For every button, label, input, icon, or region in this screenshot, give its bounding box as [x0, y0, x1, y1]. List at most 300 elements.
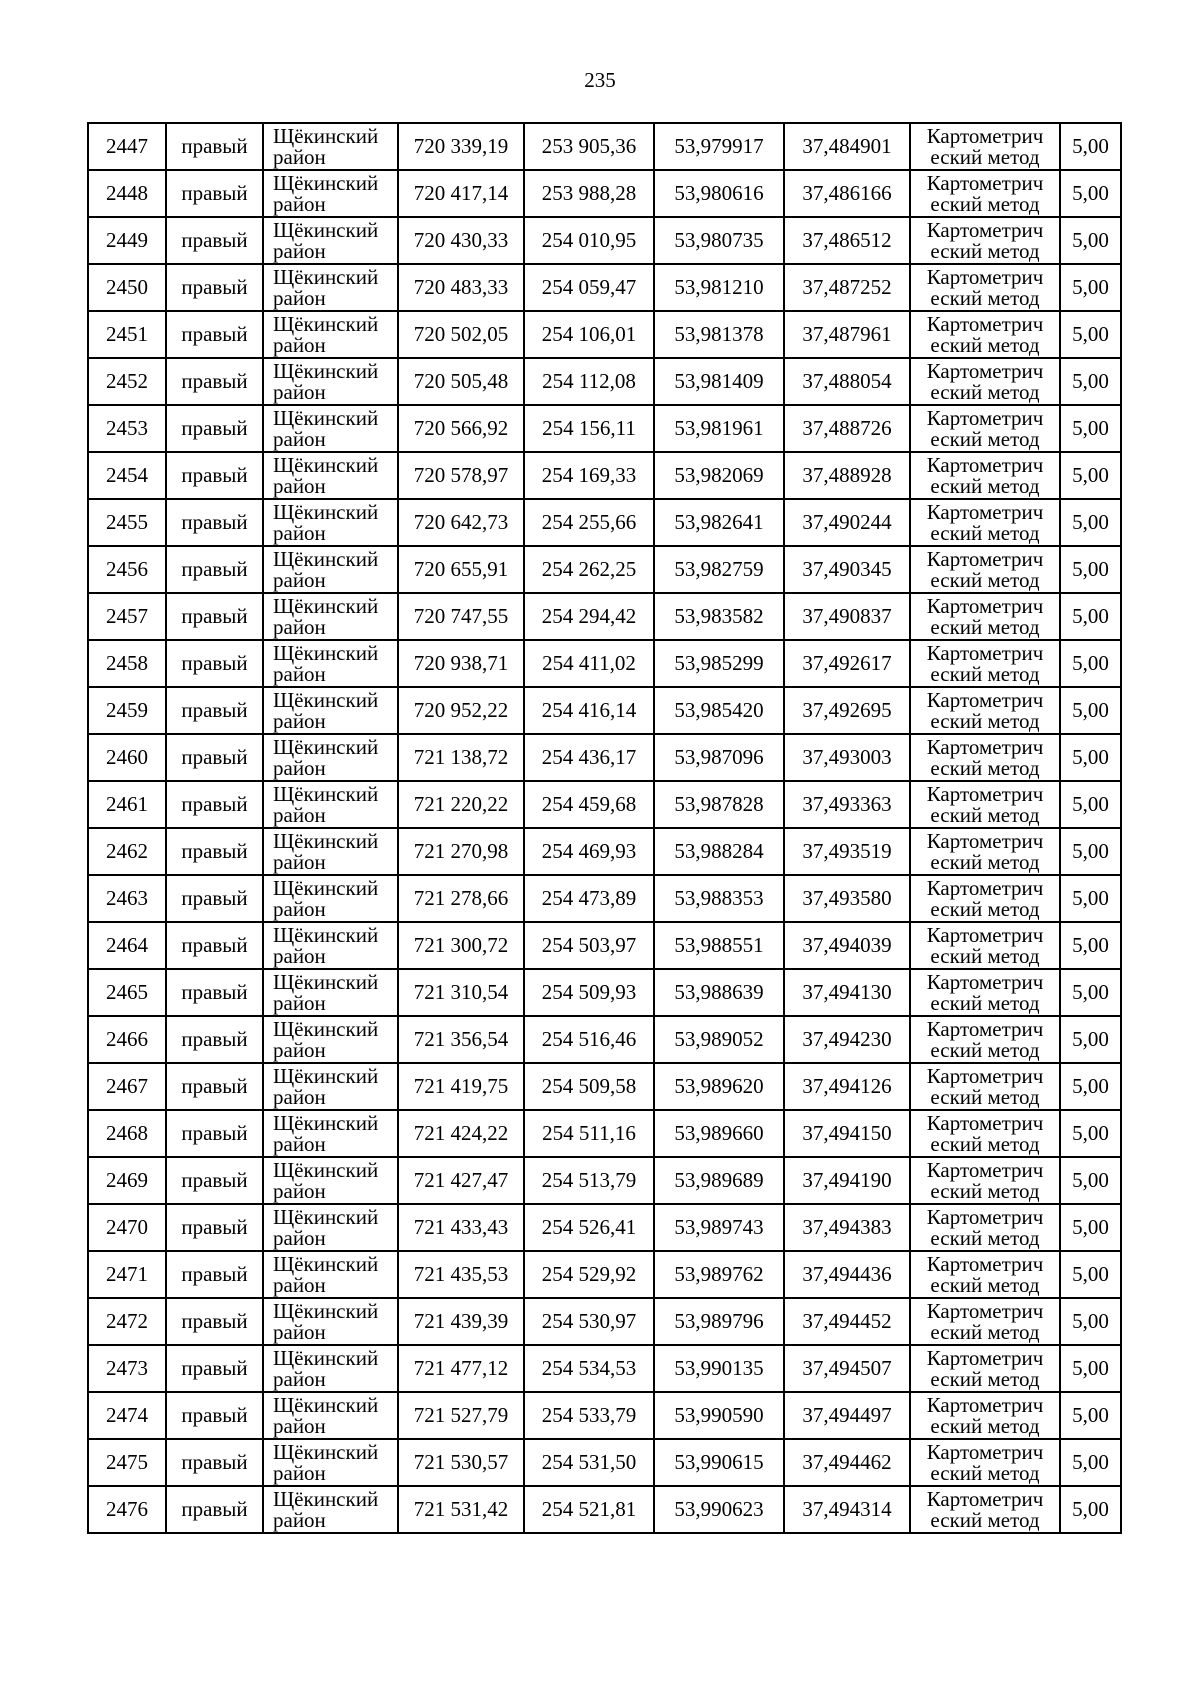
method-cell — [910, 781, 1060, 828]
y-coordinate-cell: 254 509,58 — [524, 1063, 654, 1110]
district-cell-line: Щёкинский — [273, 969, 379, 994]
accuracy-cell: 5,00 — [1060, 358, 1121, 405]
accuracy-cell: 5,00 — [1060, 640, 1121, 687]
point-number-cell: 2451 — [88, 311, 166, 358]
table-row — [88, 1251, 1121, 1298]
district-cell — [263, 687, 398, 734]
method-cell-line: Картометрич — [926, 1110, 1044, 1135]
longitude-cell: 37,487961 — [784, 311, 910, 358]
district-cell — [263, 499, 398, 546]
x-coordinate-cell: 721 419,75 — [398, 1063, 524, 1110]
point-number-cell: 2457 — [88, 593, 166, 640]
table-row — [88, 311, 1121, 358]
district-cell-line: Щёкинский — [273, 593, 379, 618]
latitude-cell: 53,988639 — [654, 969, 784, 1016]
x-coordinate-cell: 721 439,39 — [398, 1298, 524, 1345]
method-cell — [910, 1204, 1060, 1251]
latitude-cell: 53,985420 — [654, 687, 784, 734]
accuracy-cell: 5,00 — [1060, 1110, 1121, 1157]
method-cell-line: Картометрич — [926, 1486, 1044, 1511]
district-cell-line: район — [273, 990, 326, 1015]
x-coordinate-cell: 720 417,14 — [398, 170, 524, 217]
latitude-cell: 53,985299 — [654, 640, 784, 687]
point-number-cell: 2468 — [88, 1110, 166, 1157]
method-cell — [910, 640, 1060, 687]
longitude-cell: 37,494150 — [784, 1110, 910, 1157]
latitude-cell: 53,989689 — [654, 1157, 784, 1204]
district-cell-line: Щёкинский — [273, 1298, 379, 1323]
bank-side-cell: правый — [166, 1392, 263, 1439]
longitude-cell: 37,494190 — [784, 1157, 910, 1204]
method-cell-line: Картометрич — [926, 1345, 1044, 1370]
method-cell-line: еский метод — [930, 1507, 1040, 1532]
latitude-cell: 53,982069 — [654, 452, 784, 499]
latitude-cell: 53,980616 — [654, 170, 784, 217]
table-row — [88, 264, 1121, 311]
table-row — [88, 1110, 1121, 1157]
method-cell — [910, 875, 1060, 922]
latitude-cell: 53,989796 — [654, 1298, 784, 1345]
bank-side-cell: правый — [166, 123, 263, 170]
x-coordinate-cell: 721 270,98 — [398, 828, 524, 875]
method-cell — [910, 969, 1060, 1016]
district-cell — [263, 546, 398, 593]
longitude-cell: 37,494230 — [784, 1016, 910, 1063]
accuracy-cell: 5,00 — [1060, 1016, 1121, 1063]
latitude-cell: 53,981378 — [654, 311, 784, 358]
district-cell-line: Щёкинский — [273, 1345, 379, 1370]
point-number-cell: 2455 — [88, 499, 166, 546]
x-coordinate-cell: 721 356,54 — [398, 1016, 524, 1063]
district-cell-line: Щёкинский — [273, 1251, 379, 1276]
method-cell-line: Картометрич — [926, 123, 1044, 148]
district-cell-line: район — [273, 238, 326, 263]
y-coordinate-cell: 254 531,50 — [524, 1439, 654, 1486]
point-number-cell: 2448 — [88, 170, 166, 217]
accuracy-cell: 5,00 — [1060, 1298, 1121, 1345]
point-number-cell: 2476 — [88, 1486, 166, 1533]
y-coordinate-cell: 254 156,11 — [524, 405, 654, 452]
district-cell — [263, 593, 398, 640]
point-number-cell: 2469 — [88, 1157, 166, 1204]
district-cell-line: район — [273, 1507, 326, 1532]
x-coordinate-cell: 721 278,66 — [398, 875, 524, 922]
accuracy-cell: 5,00 — [1060, 828, 1121, 875]
method-cell — [910, 546, 1060, 593]
method-cell — [910, 1063, 1060, 1110]
district-cell-line: район — [273, 614, 326, 639]
method-cell-line: Картометрич — [926, 264, 1044, 289]
bank-side-cell: правый — [166, 1251, 263, 1298]
bank-side-cell: правый — [166, 405, 263, 452]
method-cell — [910, 1016, 1060, 1063]
district-cell-line: район — [273, 191, 326, 216]
coordinates-table — [87, 122, 1122, 1534]
district-cell — [263, 828, 398, 875]
x-coordinate-cell: 721 531,42 — [398, 1486, 524, 1533]
x-coordinate-cell: 720 502,05 — [398, 311, 524, 358]
x-coordinate-cell: 720 952,22 — [398, 687, 524, 734]
method-cell — [910, 687, 1060, 734]
method-cell-line: еский метод — [930, 1413, 1040, 1438]
longitude-cell: 37,494452 — [784, 1298, 910, 1345]
y-coordinate-cell: 254 059,47 — [524, 264, 654, 311]
accuracy-cell: 5,00 — [1060, 734, 1121, 781]
method-cell — [910, 264, 1060, 311]
method-cell-line: Картометрич — [926, 875, 1044, 900]
bank-side-cell: правый — [166, 922, 263, 969]
district-cell-line: район — [273, 379, 326, 404]
district-cell-line: район — [273, 943, 326, 968]
district-cell-line: район — [273, 849, 326, 874]
method-cell-line: еский метод — [930, 1319, 1040, 1344]
bank-side-cell: правый — [166, 311, 263, 358]
latitude-cell: 53,990623 — [654, 1486, 784, 1533]
district-cell — [263, 1063, 398, 1110]
accuracy-cell: 5,00 — [1060, 969, 1121, 1016]
latitude-cell: 53,989620 — [654, 1063, 784, 1110]
district-cell-line: Щёкинский — [273, 546, 379, 571]
district-cell-line: район — [273, 1460, 326, 1485]
method-cell — [910, 405, 1060, 452]
bank-side-cell: правый — [166, 1486, 263, 1533]
x-coordinate-cell: 721 300,72 — [398, 922, 524, 969]
longitude-cell: 37,494462 — [784, 1439, 910, 1486]
method-cell — [910, 1110, 1060, 1157]
x-coordinate-cell: 720 566,92 — [398, 405, 524, 452]
method-cell-line: Картометрич — [926, 1439, 1044, 1464]
y-coordinate-cell: 253 988,28 — [524, 170, 654, 217]
x-coordinate-cell: 720 505,48 — [398, 358, 524, 405]
district-cell-line: район — [273, 1413, 326, 1438]
point-number-cell: 2458 — [88, 640, 166, 687]
method-cell-line: еский метод — [930, 1178, 1040, 1203]
method-cell-line: еский метод — [930, 849, 1040, 874]
longitude-cell: 37,493519 — [784, 828, 910, 875]
longitude-cell: 37,488928 — [784, 452, 910, 499]
y-coordinate-cell: 254 106,01 — [524, 311, 654, 358]
longitude-cell: 37,488726 — [784, 405, 910, 452]
method-cell — [910, 170, 1060, 217]
table-row — [88, 499, 1121, 546]
district-cell-line: Щёкинский — [273, 499, 379, 524]
method-cell-line: Картометрич — [926, 969, 1044, 994]
y-coordinate-cell: 254 526,41 — [524, 1204, 654, 1251]
accuracy-cell: 5,00 — [1060, 1204, 1121, 1251]
point-number-cell: 2463 — [88, 875, 166, 922]
accuracy-cell: 5,00 — [1060, 264, 1121, 311]
y-coordinate-cell: 254 262,25 — [524, 546, 654, 593]
method-cell-line: Картометрич — [926, 1016, 1044, 1041]
method-cell — [910, 828, 1060, 875]
accuracy-cell: 5,00 — [1060, 170, 1121, 217]
method-cell — [910, 452, 1060, 499]
method-cell-line: еский метод — [930, 943, 1040, 968]
x-coordinate-cell: 721 433,43 — [398, 1204, 524, 1251]
method-cell — [910, 1345, 1060, 1392]
latitude-cell: 53,981409 — [654, 358, 784, 405]
point-number-cell: 2466 — [88, 1016, 166, 1063]
x-coordinate-cell: 721 435,53 — [398, 1251, 524, 1298]
district-cell-line: Щёкинский — [273, 311, 379, 336]
method-cell-line: Картометрич — [926, 311, 1044, 336]
method-cell — [910, 123, 1060, 170]
method-cell-line: Картометрич — [926, 170, 1044, 195]
longitude-cell: 37,486512 — [784, 217, 910, 264]
district-cell-line: Щёкинский — [273, 170, 379, 195]
district-cell-line: район — [273, 1225, 326, 1250]
district-cell-line: Щёкинский — [273, 640, 379, 665]
point-number-cell: 2462 — [88, 828, 166, 875]
table-row — [88, 217, 1121, 264]
method-cell-line: еский метод — [930, 285, 1040, 310]
method-cell-line: еский метод — [930, 473, 1040, 498]
longitude-cell: 37,494436 — [784, 1251, 910, 1298]
x-coordinate-cell: 720 642,73 — [398, 499, 524, 546]
district-cell-line: район — [273, 426, 326, 451]
y-coordinate-cell: 254 534,53 — [524, 1345, 654, 1392]
method-cell-line: Картометрич — [926, 1157, 1044, 1182]
latitude-cell: 53,979917 — [654, 123, 784, 170]
table-row — [88, 1204, 1121, 1251]
method-cell — [910, 311, 1060, 358]
y-coordinate-cell: 254 411,02 — [524, 640, 654, 687]
accuracy-cell: 5,00 — [1060, 1345, 1121, 1392]
longitude-cell: 37,486166 — [784, 170, 910, 217]
longitude-cell: 37,494314 — [784, 1486, 910, 1533]
district-cell-line: Щёкинский — [273, 217, 379, 242]
district-cell-line: Щёкинский — [273, 1016, 379, 1041]
method-cell-line: еский метод — [930, 708, 1040, 733]
point-number-cell: 2450 — [88, 264, 166, 311]
method-cell — [910, 217, 1060, 264]
method-cell-line: еский метод — [930, 661, 1040, 686]
latitude-cell: 53,983582 — [654, 593, 784, 640]
point-number-cell: 2449 — [88, 217, 166, 264]
district-cell-line: район — [273, 802, 326, 827]
accuracy-cell: 5,00 — [1060, 311, 1121, 358]
bank-side-cell: правый — [166, 1110, 263, 1157]
district-cell-line: район — [273, 661, 326, 686]
y-coordinate-cell: 254 469,93 — [524, 828, 654, 875]
method-cell-line: Картометрич — [926, 1063, 1044, 1088]
x-coordinate-cell: 721 527,79 — [398, 1392, 524, 1439]
point-number-cell: 2456 — [88, 546, 166, 593]
longitude-cell: 37,494507 — [784, 1345, 910, 1392]
bank-side-cell: правый — [166, 640, 263, 687]
latitude-cell: 53,990615 — [654, 1439, 784, 1486]
table-row — [88, 687, 1121, 734]
method-cell-line: Картометрич — [926, 499, 1044, 524]
point-number-cell: 2465 — [88, 969, 166, 1016]
district-cell — [263, 1392, 398, 1439]
district-cell-line: район — [273, 1084, 326, 1109]
y-coordinate-cell: 254 516,46 — [524, 1016, 654, 1063]
table-row — [88, 405, 1121, 452]
latitude-cell: 53,990590 — [654, 1392, 784, 1439]
longitude-cell: 37,490837 — [784, 593, 910, 640]
x-coordinate-cell: 720 430,33 — [398, 217, 524, 264]
y-coordinate-cell: 254 416,14 — [524, 687, 654, 734]
bank-side-cell: правый — [166, 1298, 263, 1345]
district-cell-line: район — [273, 1037, 326, 1062]
district-cell — [263, 922, 398, 969]
y-coordinate-cell: 254 169,33 — [524, 452, 654, 499]
longitude-cell: 37,487252 — [784, 264, 910, 311]
y-coordinate-cell: 254 530,97 — [524, 1298, 654, 1345]
latitude-cell: 53,989743 — [654, 1204, 784, 1251]
table-row — [88, 170, 1121, 217]
district-cell — [263, 1486, 398, 1533]
method-cell — [910, 1298, 1060, 1345]
district-cell-line: район — [273, 1366, 326, 1391]
bank-side-cell: правый — [166, 1204, 263, 1251]
accuracy-cell: 5,00 — [1060, 593, 1121, 640]
district-cell-line: Щёкинский — [273, 123, 379, 148]
accuracy-cell: 5,00 — [1060, 1063, 1121, 1110]
method-cell-line: еский метод — [930, 802, 1040, 827]
district-cell-line: Щёкинский — [273, 687, 379, 712]
bank-side-cell: правый — [166, 1157, 263, 1204]
method-cell-line: Картометрич — [926, 593, 1044, 618]
longitude-cell: 37,490345 — [784, 546, 910, 593]
district-cell — [263, 969, 398, 1016]
table-row — [88, 452, 1121, 499]
accuracy-cell: 5,00 — [1060, 1486, 1121, 1533]
method-cell-line: Картометрич — [926, 781, 1044, 806]
district-cell — [263, 170, 398, 217]
latitude-cell: 53,989762 — [654, 1251, 784, 1298]
table-row — [88, 828, 1121, 875]
bank-side-cell: правый — [166, 1345, 263, 1392]
point-number-cell: 2467 — [88, 1063, 166, 1110]
method-cell-line: Картометрич — [926, 1251, 1044, 1276]
latitude-cell: 53,988551 — [654, 922, 784, 969]
x-coordinate-cell: 721 530,57 — [398, 1439, 524, 1486]
longitude-cell: 37,494497 — [784, 1392, 910, 1439]
longitude-cell: 37,493003 — [784, 734, 910, 781]
district-cell-line: район — [273, 520, 326, 545]
method-cell-line: Картометрич — [926, 687, 1044, 712]
accuracy-cell: 5,00 — [1060, 217, 1121, 264]
method-cell — [910, 499, 1060, 546]
method-cell-line: еский метод — [930, 567, 1040, 592]
table-row — [88, 1439, 1121, 1486]
bank-side-cell: правый — [166, 734, 263, 781]
district-cell-line: Щёкинский — [273, 1110, 379, 1135]
table-row — [88, 875, 1121, 922]
method-cell-line: Картометрич — [926, 452, 1044, 477]
accuracy-cell: 5,00 — [1060, 687, 1121, 734]
bank-side-cell: правый — [166, 217, 263, 264]
latitude-cell: 53,987096 — [654, 734, 784, 781]
district-cell-line: район — [273, 896, 326, 921]
x-coordinate-cell: 720 339,19 — [398, 123, 524, 170]
table-row — [88, 1016, 1121, 1063]
x-coordinate-cell: 720 483,33 — [398, 264, 524, 311]
x-coordinate-cell: 720 747,55 — [398, 593, 524, 640]
longitude-cell: 37,493580 — [784, 875, 910, 922]
district-cell-line: Щёкинский — [273, 781, 379, 806]
bank-side-cell: правый — [166, 170, 263, 217]
method-cell-line: еский метод — [930, 520, 1040, 545]
bank-side-cell: правый — [166, 452, 263, 499]
y-coordinate-cell: 254 112,08 — [524, 358, 654, 405]
x-coordinate-cell: 721 310,54 — [398, 969, 524, 1016]
point-number-cell: 2470 — [88, 1204, 166, 1251]
y-coordinate-cell: 254 010,95 — [524, 217, 654, 264]
latitude-cell: 53,982759 — [654, 546, 784, 593]
longitude-cell: 37,492695 — [784, 687, 910, 734]
x-coordinate-cell: 721 427,47 — [398, 1157, 524, 1204]
district-cell — [263, 264, 398, 311]
method-cell-line: еский метод — [930, 379, 1040, 404]
district-cell — [263, 1439, 398, 1486]
y-coordinate-cell: 254 473,89 — [524, 875, 654, 922]
district-cell-line: Щёкинский — [273, 358, 379, 383]
method-cell-line: еский метод — [930, 990, 1040, 1015]
table-row — [88, 1157, 1121, 1204]
method-cell-line: Картометрич — [926, 828, 1044, 853]
y-coordinate-cell: 254 459,68 — [524, 781, 654, 828]
accuracy-cell: 5,00 — [1060, 123, 1121, 170]
point-number-cell: 2473 — [88, 1345, 166, 1392]
district-cell — [263, 781, 398, 828]
district-cell-line: Щёкинский — [273, 1063, 379, 1088]
bank-side-cell: правый — [166, 264, 263, 311]
method-cell — [910, 1251, 1060, 1298]
latitude-cell: 53,988353 — [654, 875, 784, 922]
point-number-cell: 2471 — [88, 1251, 166, 1298]
district-cell — [263, 734, 398, 781]
accuracy-cell: 5,00 — [1060, 781, 1121, 828]
longitude-cell: 37,488054 — [784, 358, 910, 405]
longitude-cell: 37,494039 — [784, 922, 910, 969]
accuracy-cell: 5,00 — [1060, 499, 1121, 546]
method-cell-line: еский метод — [930, 1131, 1040, 1156]
district-cell-line: район — [273, 1272, 326, 1297]
table-row — [88, 640, 1121, 687]
district-cell-line: Щёкинский — [273, 1157, 379, 1182]
district-cell-line: Щёкинский — [273, 1486, 379, 1511]
longitude-cell: 37,494383 — [784, 1204, 910, 1251]
y-coordinate-cell: 254 436,17 — [524, 734, 654, 781]
latitude-cell: 53,982641 — [654, 499, 784, 546]
method-cell-line: Картометрич — [926, 358, 1044, 383]
district-cell — [263, 1016, 398, 1063]
district-cell-line: район — [273, 1131, 326, 1156]
method-cell-line: еский метод — [930, 614, 1040, 639]
district-cell-line: Щёкинский — [273, 452, 379, 477]
table-row — [88, 358, 1121, 405]
method-cell-line: еский метод — [930, 1084, 1040, 1109]
point-number-cell: 2453 — [88, 405, 166, 452]
y-coordinate-cell: 254 503,97 — [524, 922, 654, 969]
longitude-cell: 37,494130 — [784, 969, 910, 1016]
method-cell-line: еский метод — [930, 1272, 1040, 1297]
accuracy-cell: 5,00 — [1060, 922, 1121, 969]
latitude-cell: 53,980735 — [654, 217, 784, 264]
district-cell-line: Щёкинский — [273, 734, 379, 759]
table-row — [88, 1345, 1121, 1392]
y-coordinate-cell: 254 533,79 — [524, 1392, 654, 1439]
method-cell-line: Картометрич — [926, 217, 1044, 242]
accuracy-cell: 5,00 — [1060, 1439, 1121, 1486]
method-cell-line: еский метод — [930, 1037, 1040, 1062]
y-coordinate-cell: 254 255,66 — [524, 499, 654, 546]
method-cell-line: еский метод — [930, 1366, 1040, 1391]
district-cell-line: Щёкинский — [273, 264, 379, 289]
